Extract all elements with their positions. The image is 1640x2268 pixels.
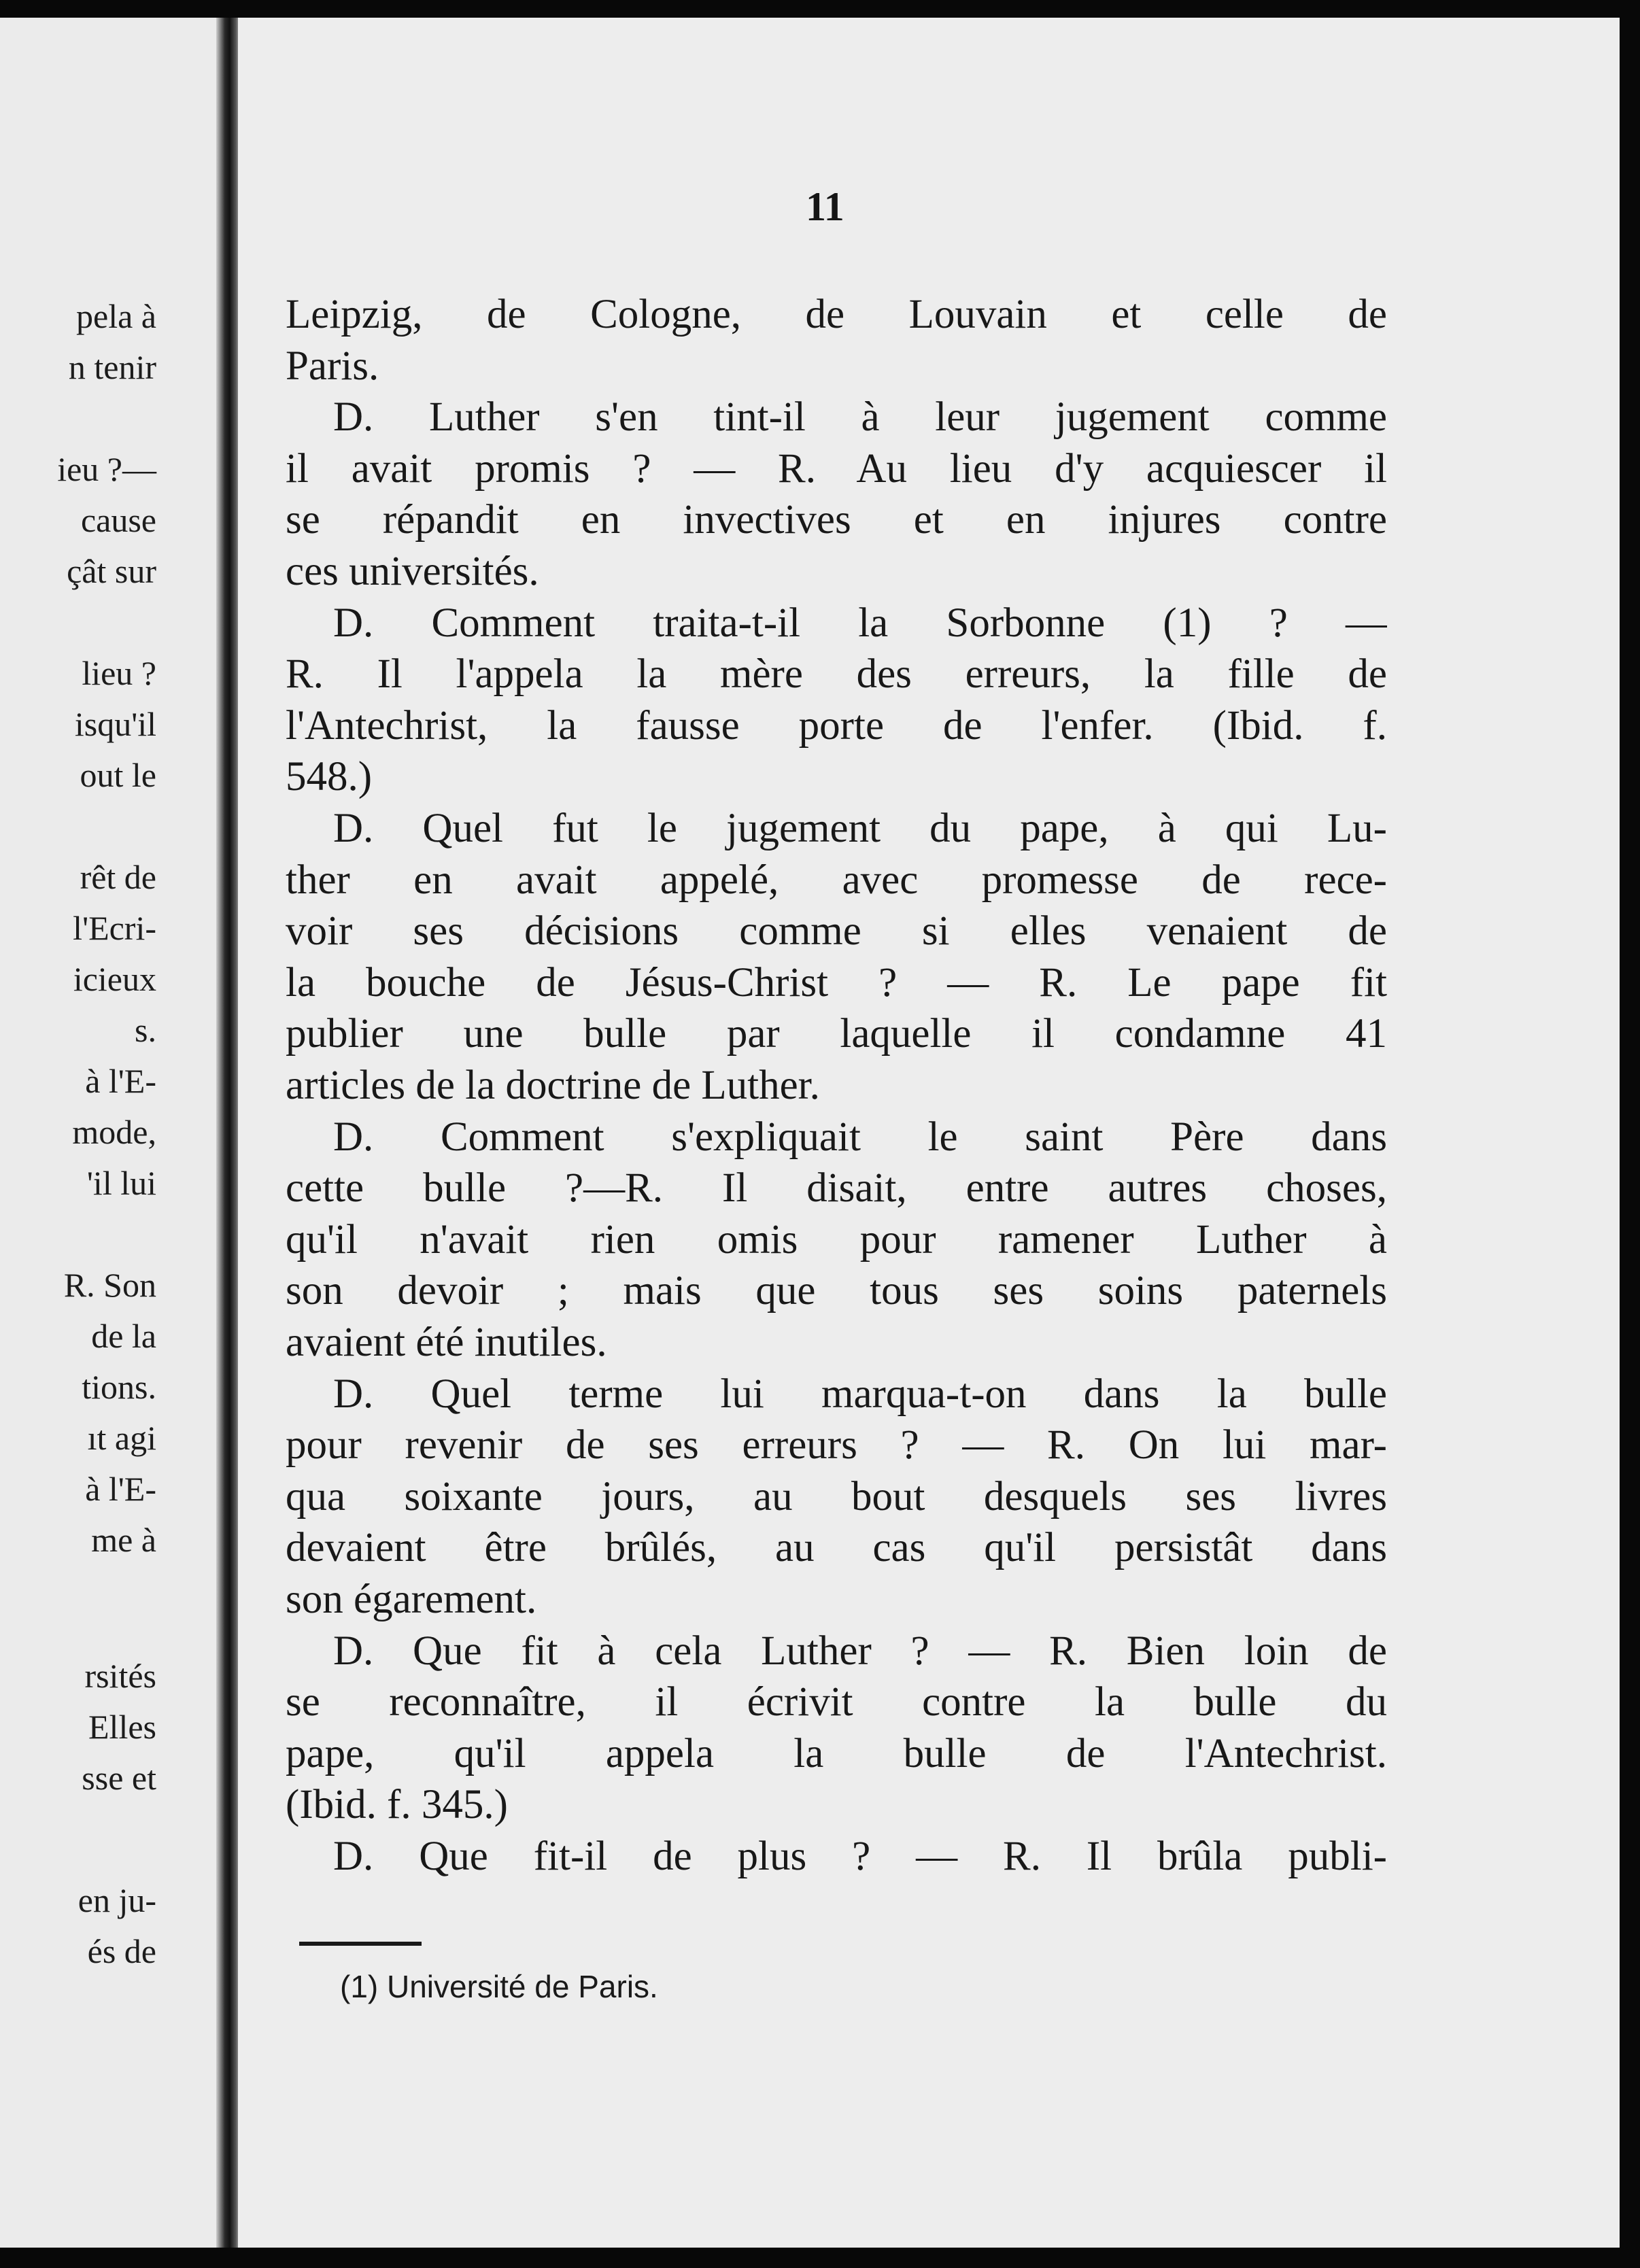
left-page-text-fragment: 'il lui	[86, 1164, 156, 1202]
text-line: son devoir ; mais que tous ses soins paternels	[286, 1270, 1387, 1313]
left-page-text-fragment: R. Son	[63, 1266, 156, 1304]
text-line: Leipzig, de Cologne, de Louvain et celle de	[286, 294, 1387, 337]
left-page-text-fragment: isqu'il	[74, 705, 156, 743]
text-line: se répandit en invectives et en injures contre	[286, 499, 1387, 543]
text-line: D. Quel fut le jugement du pape, à qui Lu-	[333, 808, 1387, 851]
text-line: cette bulle ?—R. Il disait, entre autres choses,	[286, 1167, 1387, 1211]
page-number: 11	[806, 184, 844, 229]
text-line: se reconnaître, il écrivit contre la bulle du	[286, 1681, 1387, 1725]
footnote: (1) Université de Paris.	[340, 1969, 658, 2004]
text-line: voir ses décisions comme si elles venaient de	[286, 910, 1387, 954]
text-line: D. Que fit-il de plus ? — R. Il brûla publi-	[333, 1836, 1387, 1879]
text-line: D. Comment s'expliquait le saint Père dans	[333, 1116, 1387, 1160]
text-line: il avait promis ? — R. Au lieu d'y acquiescer il	[286, 448, 1387, 492]
text-line: la bouche de Jésus-Christ ? — R. Le pape fit	[286, 962, 1387, 1006]
text-line: pape, qu'il appela la bulle de l'Antechrist.	[286, 1733, 1387, 1776]
text-line: avaient été inutiles.	[286, 1320, 607, 1365]
left-page-text-fragment: n tenir	[68, 348, 156, 386]
left-page-text-fragment: pela à	[76, 297, 156, 335]
text-line: devaient être brûlés, au cas qu'il persistât dans	[286, 1527, 1387, 1570]
left-page-text-fragment: icieux	[73, 960, 156, 998]
text-line: 548.)	[286, 754, 373, 800]
left-page-text-fragment: ıt agi	[87, 1419, 156, 1457]
text-line: qu'il n'avait rien omis pour ramener Luther à	[286, 1219, 1387, 1262]
text-line: Paris.	[286, 343, 379, 389]
text-line: D. Luther s'en tint-il à leur jugement comme	[333, 396, 1387, 440]
left-page-text-fragment: me à	[91, 1521, 156, 1559]
scan-border-right	[1620, 0, 1640, 2268]
text-line: ther en avait appelé, avec promesse de rece-	[286, 859, 1387, 903]
left-page-text-fragment: sse et	[82, 1759, 156, 1797]
left-page-text-fragment: ieu ?—	[57, 450, 156, 488]
left-page-text-fragment: cause	[80, 501, 156, 539]
text-line: (Ibid. f. 345.)	[286, 1782, 508, 1827]
left-page-text-fragment: out le	[80, 756, 156, 794]
left-page-text-fragment: s.	[135, 1011, 156, 1049]
text-line: publier une bulle par laquelle il condamne 41	[286, 1013, 1387, 1056]
text-line: qua soixante jours, au bout desquels ses livres	[286, 1476, 1387, 1519]
left-page-text-fragment: en ju-	[78, 1881, 156, 1919]
text-line: articles de la doctrine de Luther.	[286, 1063, 820, 1108]
left-page-text-fragment: à l'E-	[85, 1062, 156, 1100]
left-page-text-fragment: lieu ?	[82, 654, 156, 692]
left-page-fragment	[0, 18, 224, 2248]
left-page-text-fragment: à l'E-	[85, 1470, 156, 1508]
left-page-text-fragment: rêt de	[80, 858, 156, 896]
left-page-text-fragment: mode,	[72, 1113, 156, 1151]
text-line: ces universités.	[286, 549, 539, 594]
text-line: D. Quel terme lui marqua-t-on dans la bulle	[333, 1373, 1387, 1417]
left-page-text-fragment: l'Ecri-	[73, 909, 156, 947]
text-line: l'Antechrist, la fausse porte de l'enfer. (Ibid. f.	[286, 705, 1387, 749]
footnote-rule	[299, 1942, 422, 1946]
book-gutter	[216, 18, 241, 2248]
scan-border-bottom	[0, 2248, 1640, 2268]
left-page-text-fragment: és de	[87, 1932, 156, 1970]
text-line: R. Il l'appela la mère des erreurs, la fille de	[286, 653, 1387, 697]
text-line: son égarement.	[286, 1577, 537, 1622]
left-page-text-fragment: Elles	[88, 1708, 156, 1746]
text-line: D. Comment traita-t-il la Sorbonne (1) ? —	[333, 602, 1387, 646]
left-page-text-fragment: de la	[91, 1317, 156, 1355]
scan-border-top	[0, 0, 1640, 18]
left-page-text-fragment: tions.	[82, 1368, 156, 1406]
left-page-text-fragment: rsités	[84, 1657, 156, 1695]
text-line: pour revenir de ses erreurs ? — R. On lui mar-	[286, 1424, 1387, 1468]
left-page-text-fragment: çât sur	[67, 552, 156, 590]
text-line: D. Que fit à cela Luther ? — R. Bien loin de	[333, 1630, 1387, 1674]
